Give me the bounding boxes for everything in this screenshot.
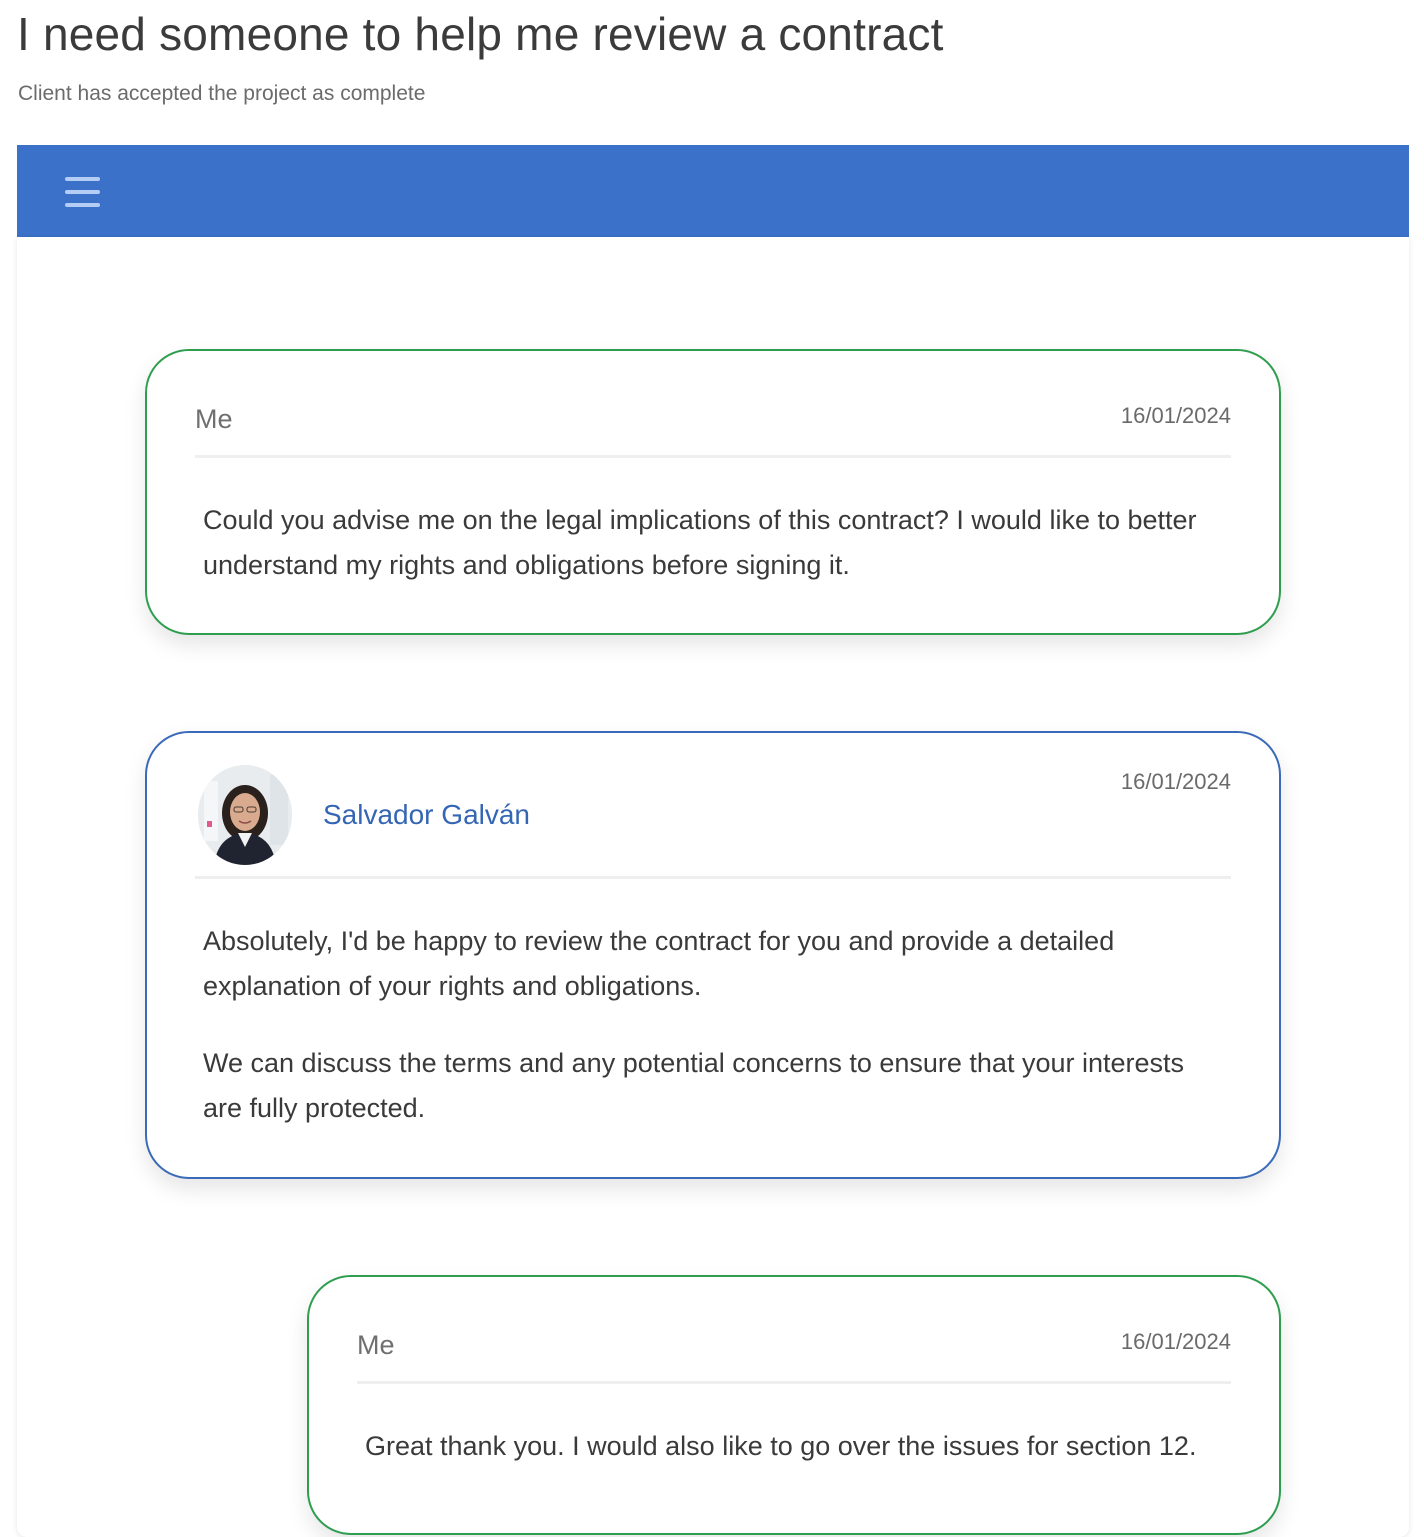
message-text: Absolutely, I'd be happy to review the contract for you and provide a detailed explanation of your rights and obligations. [203,926,1115,1001]
chat-toolbar [17,145,1409,237]
hamburger-menu-icon[interactable] [65,175,101,207]
message-body [203,458,1223,588]
sender-name-link[interactable]: Salvador Galván [323,799,531,830]
message-card [145,731,1281,1179]
message-text: Great thank you. I would also like to go over the issues for section 12. [365,1431,1197,1461]
message-header [195,351,1231,458]
message-body [365,1384,1223,1469]
message-date: 16/01/2024 [1120,1329,1231,1354]
message-date: 16/01/2024 [1120,769,1231,794]
message-date: 16/01/2024 [1120,403,1231,428]
message-header [357,1277,1231,1384]
message-card [307,1275,1281,1535]
avatar-photo-icon [198,765,292,865]
project-status: Client has accepted the project as complete [18,82,426,105]
message-text: Could you advise me on the legal implications of this contract? I would like to better understand my rights and obligations before signing it. [203,505,1197,580]
sender-label: Me [195,404,233,434]
page-title: I need someone to help me review a contract [17,8,944,60]
message-body [203,879,1223,1131]
message-card [145,349,1281,635]
message-text: We can discuss the terms and any potential concerns to ensure that your interests are fully protected. [203,1048,1185,1123]
user-avatar[interactable] [198,765,292,865]
message-header [195,733,1231,879]
sender-label: Me [357,1330,395,1360]
